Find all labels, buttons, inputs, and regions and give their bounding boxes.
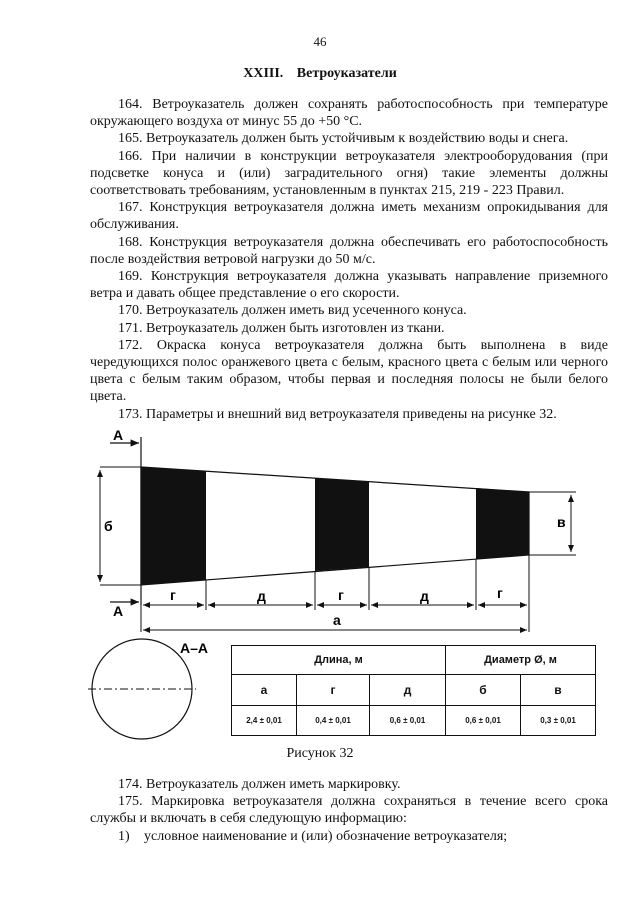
dim-b-label: б xyxy=(104,518,113,534)
section-label: А–А xyxy=(180,640,209,656)
table-value-a: 2,4 ± 0,01 xyxy=(232,706,297,736)
dim-v-label: в xyxy=(557,514,566,530)
paragraph-170: 170. Ветроуказатель должен иметь вид усеченного конуса. xyxy=(118,303,467,319)
table-value-g: 0,4 ± 0,01 xyxy=(297,706,370,736)
table-col-b: б xyxy=(446,675,521,706)
table-col-a: а xyxy=(232,675,297,706)
table-group-length: Длина, м xyxy=(232,646,446,675)
dim-d1-label: д xyxy=(257,588,266,604)
figure-caption: Рисунок 32 xyxy=(286,746,354,761)
table-col-g: г xyxy=(297,675,370,706)
section-heading xyxy=(0,66,640,82)
section-circle xyxy=(92,639,192,739)
table-col-v: в xyxy=(521,675,596,706)
paragraph-171: 171. Ветроуказатель должен быть изготовлен из ткани. xyxy=(118,320,445,336)
dim-g1-label: г xyxy=(170,587,176,603)
paragraph-165: 165. Ветроуказатель должен быть устойчивым к воздействию воды и снега. xyxy=(118,131,569,147)
cone-stripe-1 xyxy=(141,467,206,585)
paragraph-173: 173. Параметры и внешний вид ветроуказателя приведены на рисунке 32. xyxy=(118,406,557,422)
table-value-v: 0,3 ± 0,01 xyxy=(521,706,596,736)
list-item xyxy=(90,828,608,845)
table-group-diameter: Диаметр Ø, м xyxy=(446,646,596,675)
paragraph-175: 175. Маркировка ветроуказателя должна сохраняться в течение всего срока службы и включать в себя следующую информацию: xyxy=(90,794,608,827)
cone-stripe-2 xyxy=(315,478,369,571)
list-item-text: условное наименование и (или) обозначение ветроуказателя; xyxy=(144,828,508,844)
section-marker-bottom: А xyxy=(113,603,124,619)
table-col-d: д xyxy=(370,675,446,706)
body-text xyxy=(90,96,608,423)
paragraph-164: 164. Ветроуказатель должен сохранять работоспособность при температуре окружающего воздуха от минус 55 до +50 °С. xyxy=(90,97,608,130)
dim-d2-label: д xyxy=(420,588,429,604)
paragraph-166: 166. При наличии в конструкции ветроуказателя электрооборудования (при подсветке конуса и (или) заградительного огня) такие элементы должны соответствовать требованиям, установленным в пунктах 215, 219 - 223 Правил. xyxy=(90,148,608,199)
page-number: 46 xyxy=(313,34,327,49)
paragraph-168: 168. Конструкция ветроуказателя должна обеспечивать его работоспособность после воздействия ветровой нагрузки до 50 м/с. xyxy=(90,234,608,267)
dim-g3-label: г xyxy=(497,585,503,601)
dim-g2-label: г xyxy=(338,587,344,603)
cone-outline xyxy=(141,467,529,585)
section-marker-top: А xyxy=(113,427,124,443)
cone-stripe-3 xyxy=(476,488,529,559)
dim-a-label: а xyxy=(333,612,341,628)
list-item-number: 1) xyxy=(118,828,130,844)
table-value-b: 0,6 ± 0,01 xyxy=(446,706,521,736)
section-title: Ветроуказатели xyxy=(296,66,397,81)
paragraph-172: 172. Окраска конуса ветроуказателя должна быть выполнена в виде чередующихся полос оранжевого цвета с белым, красного цвета с белым или черного цвета с белым таким образом, чтобы первая и последняя полосы не были белого цвета. xyxy=(90,337,608,405)
section-number: XXIII. xyxy=(243,66,284,81)
paragraph-174: 174. Ветроуказатель должен иметь маркировку. xyxy=(118,777,401,792)
paragraph-167: 167. Конструкция ветроуказателя должна иметь механизм опрокидывания для обслуживания. xyxy=(90,200,608,233)
table-value-d: 0,6 ± 0,01 xyxy=(370,706,446,736)
paragraph-169: 169. Конструкция ветроуказателя должна указывать направление приземного ветра и давать общее представление о его скорости. xyxy=(90,269,608,302)
parameters-table xyxy=(231,645,596,736)
after-figure-text xyxy=(90,776,608,845)
